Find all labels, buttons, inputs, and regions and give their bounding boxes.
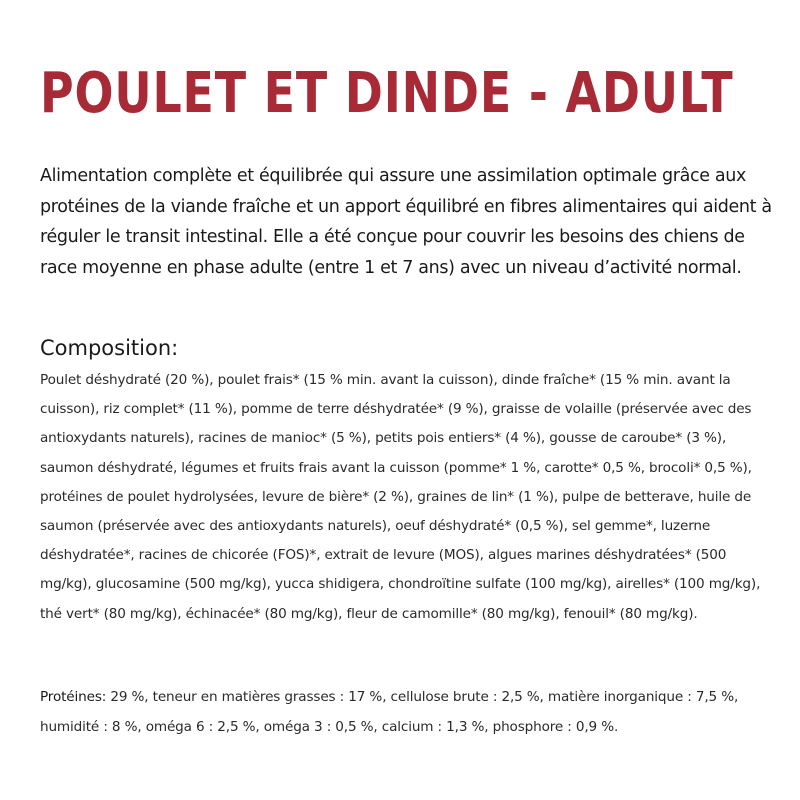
product-description: Alimentation complète et équilibrée qui assure une assimilation optimale grâce aux protéines de la viande fraîche et un apport équilibré en fibres alimentaires qui aident à réguler le transit intestinal. Elle a été conçue pour couvrir les besoins des chiens de race moyenne en phase adulte (entre 1 et 7 ans) avec un niveau d’activité normal. bbox=[40, 166, 772, 278]
analysis-label: Protéines: bbox=[40, 689, 107, 705]
analysis-text: 29 %, teneur en matières grasses : 17 %, cellulose brute : 2,5 %, matière inorganique : 7,5 %, humidité : 8 %, oméga 6 : 2,5 %, oméga 3 : 0,5 %, calcium : 1,3 %, phosphore : 0,9 %. bbox=[40, 689, 739, 735]
analytical-constituents bbox=[40, 683, 780, 742]
product-title: POULET ET DINDE - ADULT bbox=[40, 61, 734, 126]
composition-text: Poulet déshydraté (20 %), poulet frais* (15 % min. avant la cuisson), dinde fraîche* (15 % min. avant la cuisson), riz complet* (11 %), pomme de terre déshydratée* (9 %), graisse de volaille (préservée avec des antioxydants naturels), racines de manioc* (5 %), petits pois entiers* (4 %), gousse de caroube* (3 %), saumon déshydraté, légumes et fruits frais avant la cuisson (pomme* 1 %, carotte* 0,5 %, brocoli* 0,5 %), protéines de poulet hydrolysées, levure de bière* (2 %), graines de lin* (1 %), pulpe de betterave, huile de saumon (préservée avec des antioxydants naturels), oeuf déshydraté* (0,5 %), sel gemme*, luzerne déshydratée*, racines de chicorée (FOS)*, extrait de levure (MOS), algues marines déshydratées* (500 mg/kg), glucosamine (500 mg/kg), yucca shidigera, chondroïtine sulfate (100 mg/kg), airelles* (100 mg/kg), thé vert* (80 mg/kg), échinacée* (80 mg/kg), fleur de camomille* (80 mg/kg), fenouil* (80 mg/kg). bbox=[40, 372, 761, 622]
composition-heading: Composition: bbox=[40, 336, 179, 360]
